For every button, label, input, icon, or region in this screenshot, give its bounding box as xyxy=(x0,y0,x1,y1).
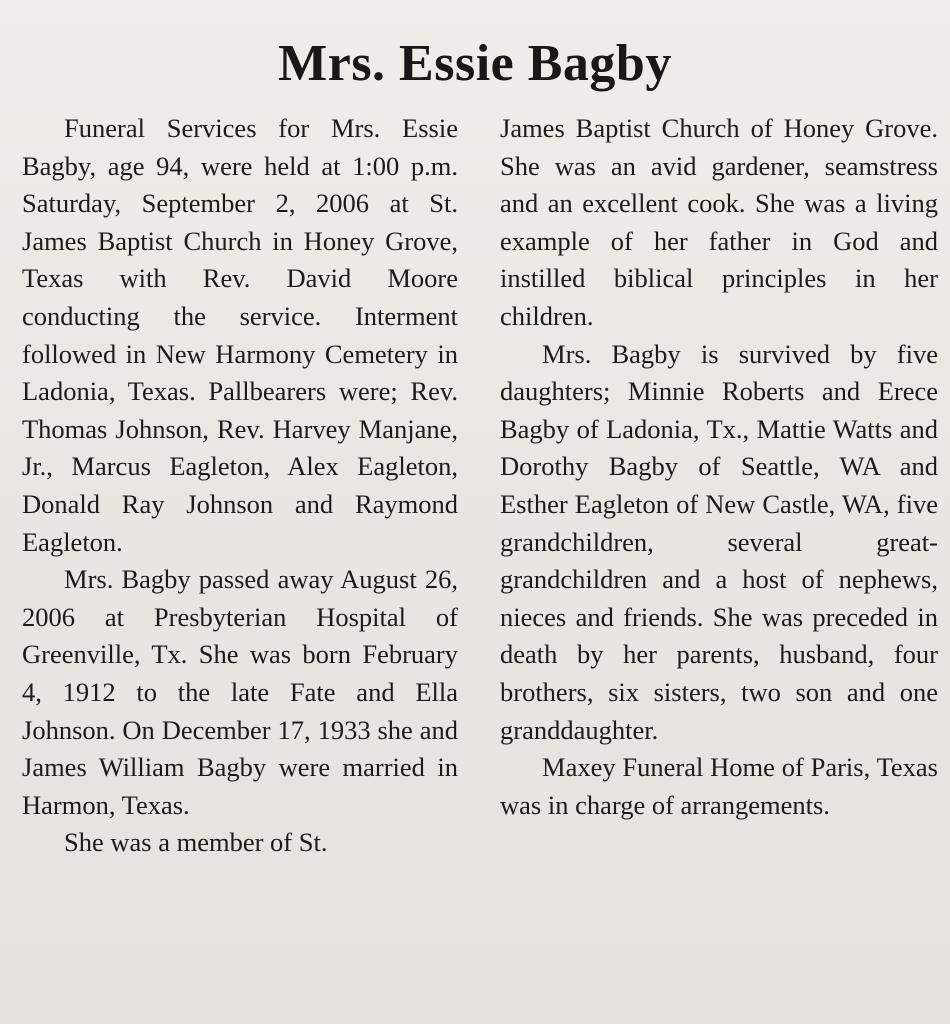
paragraph-membership-start: She was a member of St. xyxy=(64,827,328,858)
paragraph-passing: Mrs. Bagby passed away August 26, 2006 at Presbyterian Hospital of Greenville, Tx. She was born February 4, 1912 to the late Fate and Ella Johnson. On December 17, 1933 she and James William Bagby were married in Harmon, Texas. xyxy=(22,564,458,820)
left-column xyxy=(22,110,458,862)
paragraph-arrangements: Maxey Funeral Home of Paris, Texas was in charge of arrangements. xyxy=(500,752,938,820)
paragraph-survivors: Mrs. Bagby is survived by five daughters; Minnie Roberts and Erece Bagby of Ladonia, Tx., Mattie Watts and Dorothy Bagby of Seattle, WA and Esther Eagleton of New Castle, WA, five grandchildren, several great-grandchildren and a host of nephews, nieces and friends. She was preceded in death by her parents, husband, four brothers, six sisters, two son and one granddaughter. xyxy=(500,338,938,745)
paragraph-membership-continued: James Baptist Church of Honey Grove. She was an avid gardener, seamstress and an excellent cook. She was a living example of her father in God and instilled biblical principles in her children. xyxy=(500,113,938,331)
paragraph-services: Funeral Services for Mrs. Essie Bagby, age 94, were held at 1:00 p.m. Saturday, September 2, 2006 at St. James Baptist Church in Honey Grove, Texas with Rev. David Moore conducting the service. Interment followed in New Harmony Cemetery in Ladonia, Texas. Pallbearers were; Rev. Thomas Johnson, Rev. Harvey Manjane, Jr., Marcus Eagleton, Alex Eagleton, Donald Ray Johnson and Raymond Eagleton. xyxy=(22,113,458,557)
obituary-title: Mrs. Essie Bagby xyxy=(278,35,672,92)
right-column xyxy=(500,110,938,824)
